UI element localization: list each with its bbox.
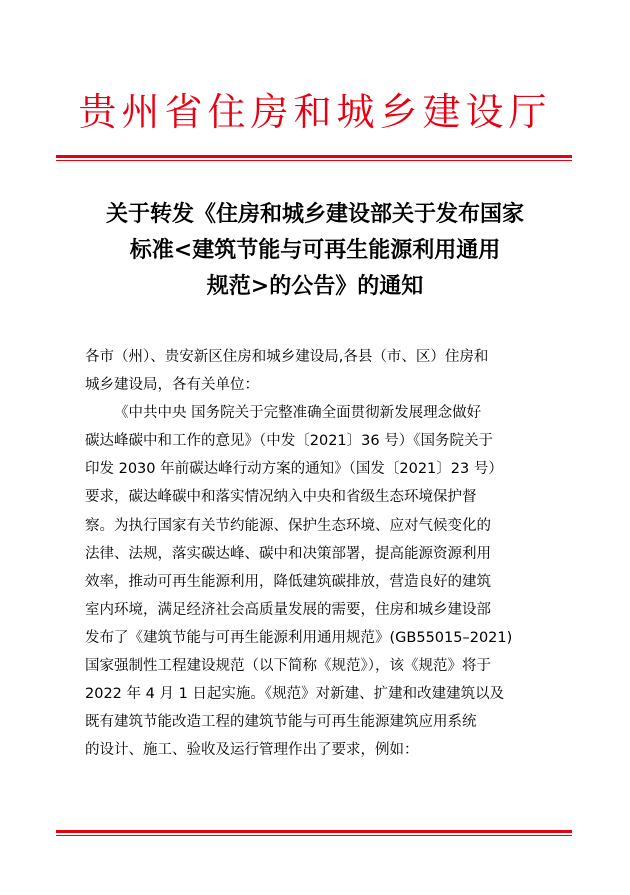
body-text-line: 的设计、施工、验收及运行管理作出了要求，例如： (85, 742, 419, 759)
footer-divider-thick (56, 830, 572, 833)
body-text-line: 印发 2030 年前碳达峰行动方案的通知》（国发〔2021〕23 号） (85, 461, 503, 478)
header-divider-thin (56, 160, 572, 161)
addressee-line: 城乡建设局，各有关单位： (85, 377, 259, 394)
body-text-line: 国家强制性工程建设规范（以下简称《规范》），该《规范》将于 (85, 658, 491, 675)
body-text-line: 碳达峰碳中和工作的意见》（中发〔2021〕36 号）《国务院关于 (85, 433, 493, 450)
body-text-line: 室内环境，满足经济社会高质量发展的需要，住房和城乡建设部 (85, 601, 491, 618)
body-text-line: 既有建筑节能改造工程的建筑节能与可再生能源建筑应用系统 (85, 714, 477, 731)
notice-title-line: 规范>的公告》的通知 (206, 273, 424, 299)
notice-body (85, 343, 565, 764)
notice-title-line: 标准<建筑节能与可再生能源利用通用 (129, 237, 501, 263)
body-text-line: 效率，推动可再生能源利用，降低建筑碳排放，营造良好的建筑 (85, 573, 491, 590)
notice-title-line: 关于转发《住房和城乡建设部关于发布国家 (105, 201, 524, 227)
body-text-line: 2022 年 4 月 1 日起实施。《规范》对新建、扩建和改建建筑以及 (85, 686, 505, 703)
addressee-line: 各市（州）、贵安新区住房和城乡建设局,各县（市、区）住房和 (85, 349, 489, 365)
footer-divider-thin (56, 835, 572, 836)
body-text-line: 《中共中央 国务院关于完整准确全面贯彻新发展理念做好 (114, 405, 482, 422)
body-text-line: 法律、法规，落实碳达峰、碳中和决策部署，提高能源资源利用 (85, 545, 491, 562)
notice-title (80, 196, 550, 304)
body-text-line: 要求，碳达峰碳中和落实情况纳入中央和省级生态环境保护督 (85, 489, 477, 506)
header-divider-thick (56, 155, 572, 158)
masthead-org-name: 贵州省住房和城乡建设厅 (78, 90, 552, 134)
body-text-line: 察。为执行国家有关节约能源、保护生态环境、应对气候变化的 (85, 517, 491, 534)
body-text-line: 发布了《建筑节能与可再生能源利用通用规范》(GB55015–2021) (85, 629, 513, 646)
